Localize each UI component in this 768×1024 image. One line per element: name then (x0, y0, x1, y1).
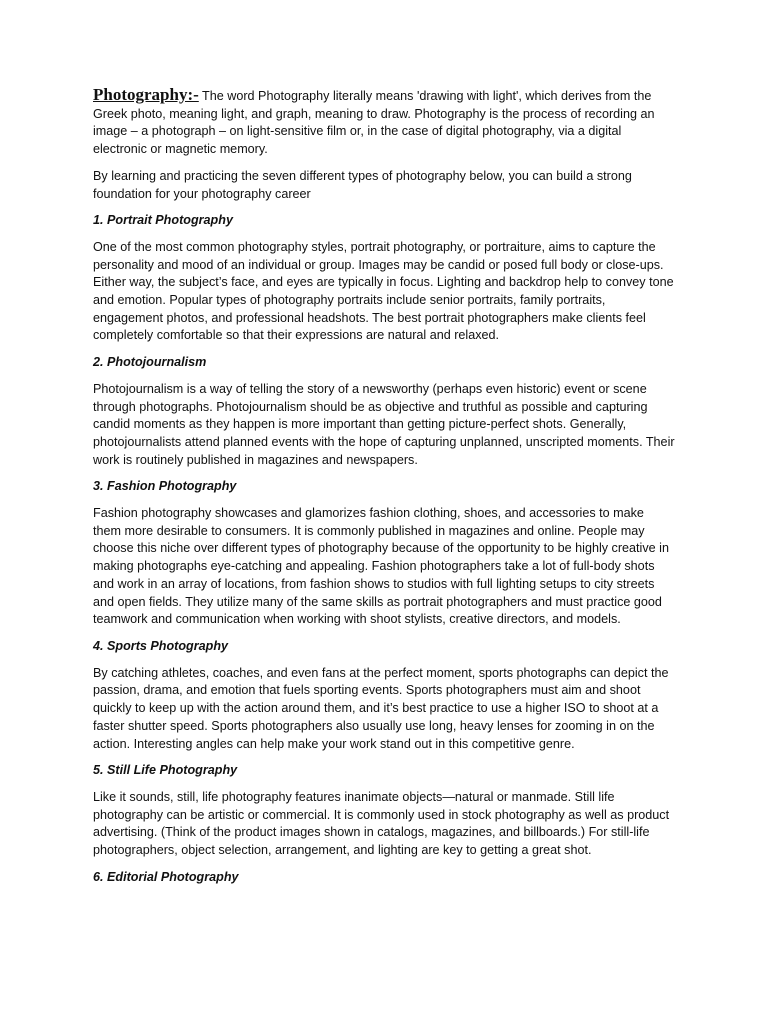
section-body-photojournalism: Photojournalism is a way of telling the story of a newsworthy (perhaps even historic) event or scene through photographs. Photojournalism should be as objective and truthful as possible and capturing candid moments as they happen is more important than getting picture-perfect shots. Generally, photojournalists attend planned events with the hope of capturing unplanned, unscripted moments. Their work is routinely published in magazines and newspapers. (93, 381, 675, 467)
intro-title: Photography:- (93, 85, 199, 104)
intro-text: The word Photography literally means 'drawing with light', which derives from the Greek photo, meaning light, and graph, meaning to draw. Photography is the process of recording an image – a photograph – on light-sensitive film or, in the case of digital photography, via a digital electronic or magnetic memory. (93, 89, 655, 157)
section-heading-still-life: 5. Still Life Photography (93, 763, 238, 778)
section-heading-fashion: 3. Fashion Photography (93, 479, 237, 494)
section-heading-sports: 4. Sports Photography (93, 638, 229, 653)
section-heading-editorial: 6. Editorial Photography (93, 869, 239, 884)
lead-paragraph: By learning and practicing the seven different types of photography below, you can build a strong foundation for your photography career (93, 168, 632, 201)
section-body-still-life: Like it sounds, still, life photography features inanimate objects—natural or manmade. Still life photography can be artistic or commercial. It is commonly used in stock photography as well as product advertising. (Think of the product images shown in catalogs, magazines, and billboards.) For still-life photographers, object selection, arrangement, and lighting are key to getting a great shot. (93, 789, 670, 858)
section-body-fashion: Fashion photography showcases and glamorizes fashion clothing, shoes, and accessories to make them more desirable to consumers. It is commonly published in magazines and online. People may choose this niche over different types of photography because of the opportunity to be highly creative in making photographs eye-catching and appealing. Fashion photographers take a lot of full-body shots and work in an array of locations, from fashion shows to studios with full lighting setups to city streets and open fields. They utilize many of the same skills as portrait photographers and must practice good teamwork and communication when working with shoot stylists, creative directors, and models. (93, 506, 669, 627)
intro-paragraph (93, 86, 675, 159)
section-body-portrait: One of the most common photography styles, portrait photography, or portraiture, aims to capture the personality and mood of an individual or group. Images may be candid or posed full body or close-ups. Either way, the subject’s face, and eyes are typically in focus. Lighting and backdrop help to convey tone and emotion. Popular types of photography portraits include senior portraits, family portraits, engagement photos, and professional headshots. The best portrait photographers make clients feel completely comfortable so that their expressions are natural and relaxed. (93, 239, 674, 343)
section-heading-photojournalism: 2. Photojournalism (93, 355, 207, 370)
section-heading-portrait: 1. Portrait Photography (93, 213, 233, 228)
document-page (93, 86, 675, 895)
section-body-sports: By catching athletes, coaches, and even fans at the perfect moment, sports photographs can depict the passion, drama, and emotion that fuels sporting events. Sports photographers must aim and shoot quickly to keep up with the action around them, and it’s best practice to use a higher ISO to shoot at a faster shutter speed. Sports photographers also usually use long, heavy lenses for zooming in on the action. Interesting angles can help make your work stand out in this competitive genre. (93, 665, 669, 751)
